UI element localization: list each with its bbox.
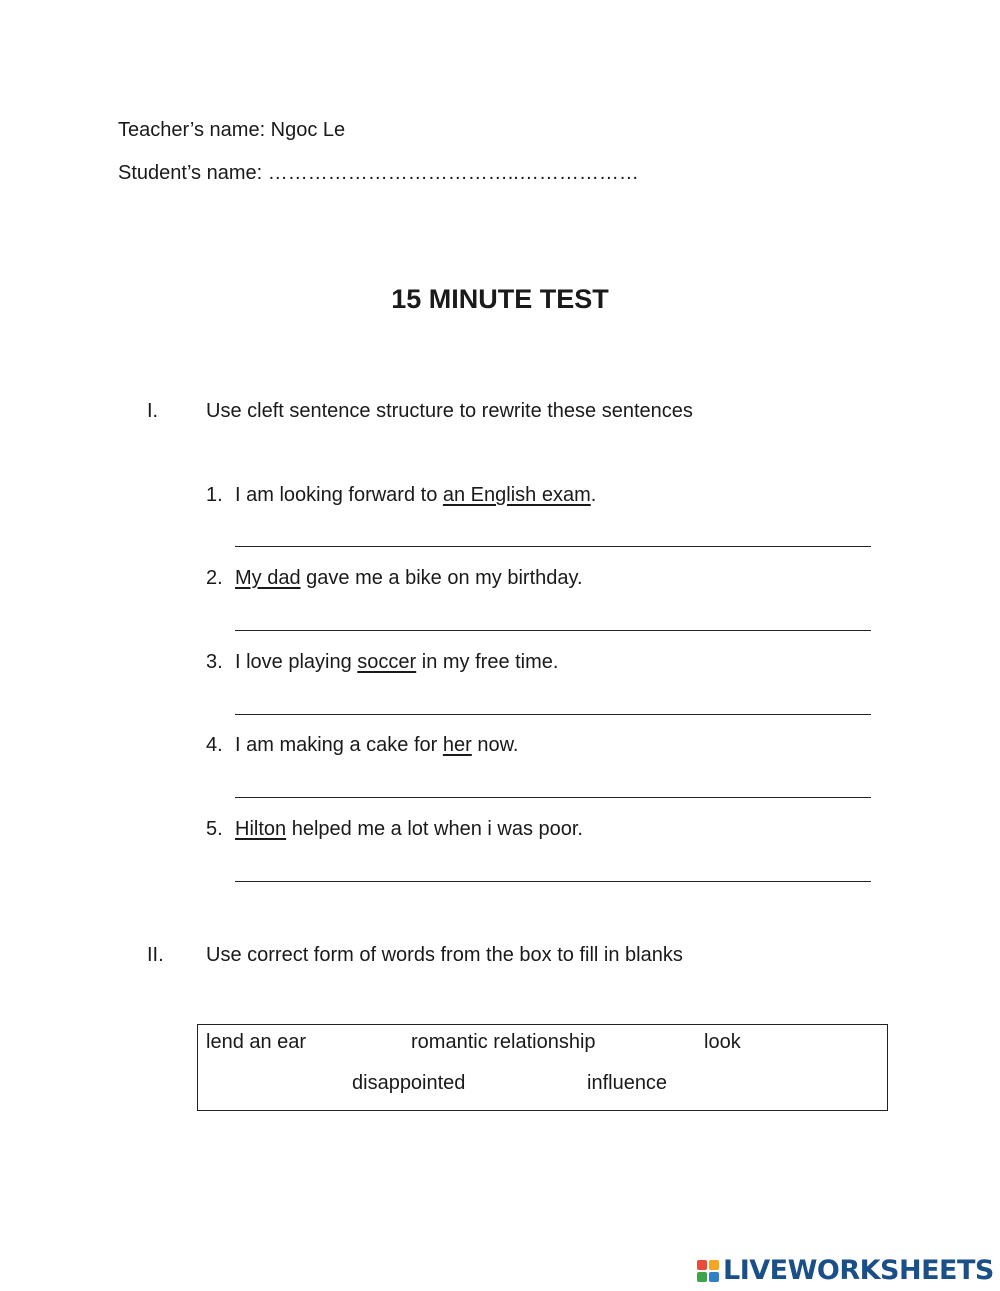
student-name: Student’s name: ………………………………..………………	[118, 162, 639, 184]
question-2-underlined: My dad	[235, 567, 301, 589]
logo-square-icon	[697, 1260, 707, 1270]
question-3-text: I love playing	[235, 651, 358, 673]
word-box-item: lend an ear	[206, 1031, 307, 1053]
question-1-text: I am looking forward to	[235, 484, 443, 506]
word-box-item: influence	[587, 1072, 668, 1094]
question-5-number: 5.	[206, 818, 223, 840]
word-box-item: romantic relationship	[411, 1031, 596, 1053]
question-2-number: 2.	[206, 567, 223, 589]
question-3-text-end: in my free time.	[416, 651, 559, 673]
word-box	[197, 1024, 888, 1111]
logo-square-icon	[709, 1260, 719, 1270]
question-4-text-end: now.	[471, 734, 519, 756]
question-1-underlined: an English exam	[442, 484, 591, 506]
section-1-instruction: Use cleft sentence structure to rewrite these sentences	[206, 400, 693, 422]
page-title: 15 MINUTE TEST	[391, 284, 609, 314]
logo-square-icon	[709, 1272, 719, 1282]
word-box-item: disappointed	[352, 1072, 466, 1094]
question-4-underlined: her	[442, 734, 472, 756]
answer-line-5[interactable]	[235, 881, 871, 882]
logo-square-icon	[697, 1272, 707, 1282]
question-2	[235, 567, 583, 590]
answer-line-2[interactable]	[235, 630, 871, 631]
question-3-underlined: soccer	[357, 651, 417, 673]
question-5-text-end: helped me a lot when i was poor.	[286, 818, 583, 840]
section-2-instruction: Use correct form of words from the box to fill in blanks	[206, 944, 683, 966]
word-box-item: look	[704, 1031, 741, 1053]
question-3	[235, 651, 558, 674]
question-5-underlined: Hilton	[235, 818, 287, 840]
teacher-name: Teacher’s name: Ngoc Le	[118, 119, 346, 141]
section-2-number: II.	[147, 944, 164, 966]
question-1-number: 1.	[206, 484, 223, 506]
question-1	[235, 484, 596, 507]
answer-line-1[interactable]	[235, 546, 871, 547]
question-1-text-end: .	[590, 484, 597, 506]
answer-line-4[interactable]	[235, 797, 871, 798]
liveworksheets-logo	[697, 1255, 994, 1286]
liveworksheets-logo-icon	[697, 1260, 719, 1282]
section-1-number: I.	[147, 400, 159, 422]
question-4	[235, 734, 518, 757]
question-4-text: I am making a cake for	[235, 734, 443, 756]
question-3-number: 3.	[206, 651, 223, 673]
question-5	[235, 818, 583, 841]
liveworksheets-logo-text: LIVEWORKSHEETS	[723, 1255, 994, 1286]
answer-line-3[interactable]	[235, 714, 871, 715]
question-2-text-end: gave me a bike on my birthday.	[300, 567, 583, 589]
question-4-number: 4.	[206, 734, 223, 756]
